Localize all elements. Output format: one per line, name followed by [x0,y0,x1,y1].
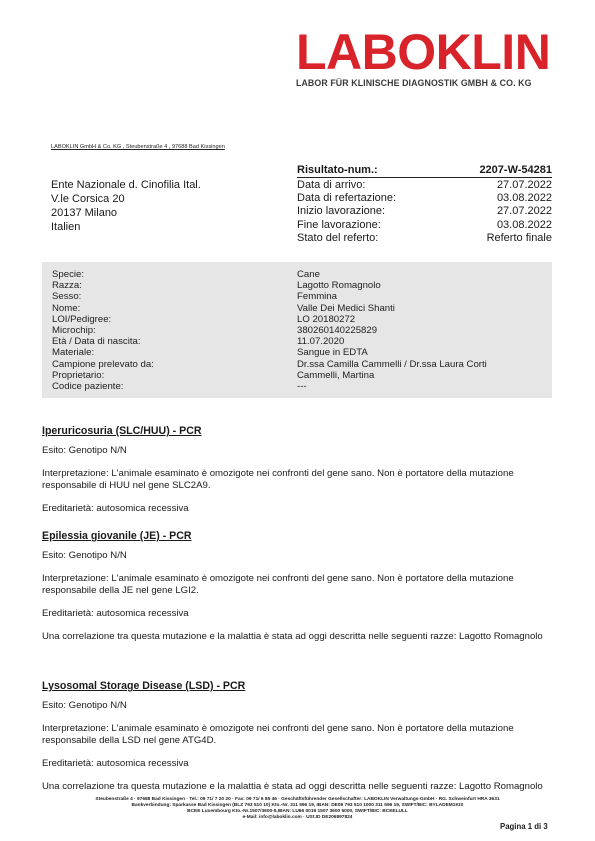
meta-value: 03.08.2022 [496,192,552,205]
patient-value: 11.07.2020 [297,336,345,348]
test-title: Lysosomal Storage Disease (LSD) - PCR [42,680,246,692]
test-result: Esito: Genotipo N/N [42,700,127,711]
meta-label: Data di refertazione: [297,192,397,205]
recipient-line: Italien [51,221,81,233]
patient-values [297,269,487,392]
page-number: Pagina 1 di 3 [500,822,548,831]
footer-line: Bankverbindung: Sparkasse Bad Kissingen (BLZ 793 510 10) Kto.-Nr. 311 596 19, IBAN: DE09 793 510 1000 311 596 19, SWIFT/BIC: BYLADEM1KIS [131,803,464,808]
patient-label: Razza: [52,280,82,292]
result-number-label: Risultato-num.: [297,164,378,176]
test-section-lsd [42,680,554,793]
footer-line: Steubenstraße 4 · 97688 Bad Kissingen · Tel.: 09 71/ 7 20 20 · Fax: 09 71/ 6 85 46 · Geschäftsführender Gesellschafter: LABOKLIN Verwaltungs-GmbH · RG. Schweinfurt HRA 3631 [95,797,500,802]
test-interpretation: Interpretazione: L'animale esaminato è omozigote nei confronti del gene sano. Non è portatore della mutazione responsabile della JE nel gene LGI2. [42,573,514,596]
sender-address: LABOKLIN GmbH & Co. KG , Steubenstraße 4 , 97688 Bad Kissingen [51,144,225,150]
patient-value: Valle Dei Medici Shanti [297,302,395,314]
test-interpretation: Interpretazione: L'animale esaminato è omozigote nei confronti del gene sano. Non è portatore della mutazione responsabile della LSD nel gene ATG4D. [42,723,514,746]
patient-value: Cammelli, Martina [297,369,375,381]
patient-value: Femmina [297,291,337,303]
test-interpretation: Interpretazione: L'animale esaminato è omozigote nei confronti del gene sano. Non è portatore della mutazione responsabile di HUU nel gene SLC2A9. [42,468,514,491]
test-result: Esito: Genotipo N/N [42,550,127,561]
result-number-value: 2207-W-54281 [479,164,552,176]
test-heredity: Ereditarietà: autosomica recessiva [42,758,189,769]
meta-row [297,205,552,218]
patient-value: Cane [297,269,320,280]
test-section-huu [42,425,554,526]
patient-label: Nome: [52,302,81,314]
report-meta [297,164,552,245]
result-number-row [297,164,552,178]
test-title: Iperuricosuria (SLC/HUU) - PCR [42,425,202,437]
meta-row [297,232,552,245]
recipient-address [51,178,201,234]
patient-label: Materiale: [52,347,95,359]
patient-label: Sesso: [52,291,82,303]
patient-label: Età / Data di nascita: [52,336,141,348]
meta-value: 27.07.2022 [496,179,552,191]
patient-value: Lagotto Romagnolo [297,280,381,292]
patient-labels [52,269,154,392]
recipient-line: V.le Corsica 20 [51,193,125,205]
meta-row [297,192,552,205]
test-note: Una correlazione tra questa mutazione e la malattia è stata ad oggi descritta nelle seguenti razze: Lagotto Romagnolo [42,631,543,642]
test-result: Esito: Genotipo N/N [42,445,127,456]
test-section-je [42,530,554,654]
test-note: Una correlazione tra questa mutazione e la malattia è stata ad oggi descritta nelle seguenti razze: Lagotto Romagnolo [42,781,543,792]
patient-label: LOI/Pedigree: [52,313,112,325]
recipient-line: Ente Nazionale d. Cinofilia Ital. [51,179,201,191]
patient-value: --- [297,381,307,393]
patient-value: 380260140225829 [297,325,378,337]
patient-value: Dr.ssa Camilla Cammelli / Dr.ssa Laura Corti [297,358,487,370]
footer-line: e-Mail: info@laboklin.com · USt.ID DE206897824 [242,815,353,820]
patient-label: Specie: [52,269,84,280]
patient-label: Codice paziente: [52,381,124,393]
patient-value: LO 20180272 [297,313,356,325]
meta-value: 27.07.2022 [496,205,552,218]
meta-value: Referto finale [486,231,552,244]
meta-label: Stato del referto: [297,231,379,244]
meta-row [297,179,552,192]
page-footer [20,797,575,821]
test-heredity: Ereditarietà: autosomica recessiva [42,608,189,619]
laboklin-logo: LABOKLIN [296,24,551,80]
meta-row [297,219,552,232]
test-heredity: Ereditarietà: autosomica recessiva [42,503,189,514]
patient-label: Microchip: [52,325,96,337]
meta-value: 03.08.2022 [496,218,552,231]
logo-tagline: LABOR FÜR KLINISCHE DIAGNOSTIK GMBH & CO. KG [296,78,532,88]
footer-line: BCEE Luxembourg Kto.-Nr.1507/3600-5,IBAN: LU66 0019 1507 3600 5000, SWIFT/BIC: BCEELULL [187,809,408,814]
recipient-line: 20137 Milano [51,207,118,219]
patient-value: Sangue in EDTA [297,347,368,359]
patient-info-box [42,262,552,398]
meta-label: Fine lavorazione: [297,218,381,231]
test-title: Epilessia giovanile (JE) - PCR [42,530,192,542]
meta-label: Data di arrivo: [297,179,366,191]
meta-label: Inizio lavorazione: [297,205,386,218]
patient-label: Campione prelevato da: [52,358,154,370]
patient-label: Proprietario: [52,369,105,381]
